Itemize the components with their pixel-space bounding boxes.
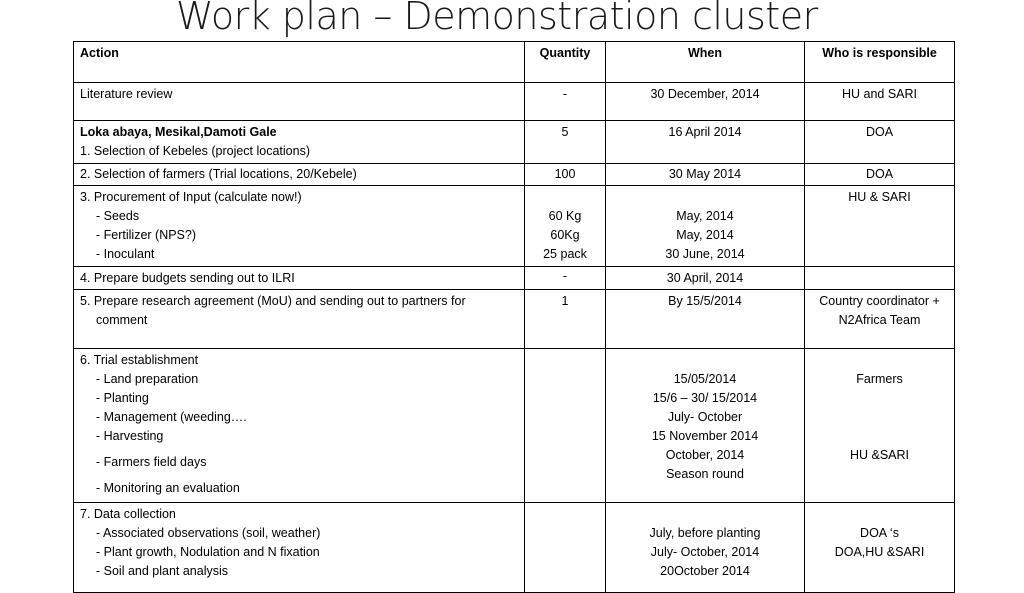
- responsible-party: Farmers: [856, 372, 903, 386]
- list-item: - Plant growth, Nodulation and N fixation: [96, 545, 320, 559]
- list-item: - Management (weeding….: [96, 410, 247, 424]
- responsible-party: Country coordinator +: [819, 294, 940, 308]
- date-value: July- October, 2014: [650, 545, 760, 559]
- cell-when: [606, 186, 805, 267]
- cell-who: HU & SARI: [805, 186, 955, 267]
- responsible-party: DOA ‘s: [860, 526, 899, 540]
- cell-who: [805, 290, 955, 349]
- work-plan-table: [73, 41, 955, 593]
- quantity-value: 60 Kg: [548, 209, 582, 223]
- quantity-value: 25 pack: [543, 247, 587, 261]
- cell-when: [606, 503, 805, 593]
- date-value: July- October: [667, 410, 743, 424]
- cell-action: [74, 349, 525, 503]
- list-item: - Soil and plant analysis: [96, 564, 229, 578]
- cell-quantity: 1: [525, 290, 606, 349]
- table-header-row: [74, 42, 955, 83]
- responsible-party: N2Africa Team: [838, 313, 921, 327]
- header-when: When: [606, 42, 805, 83]
- date-value: 15/6 – 30/ 15/2014: [652, 391, 758, 405]
- list-item: - Planting: [96, 391, 149, 405]
- district-names: Loka abaya, Mesikal,Damoti Gale: [80, 125, 277, 139]
- header-quantity: Quantity: [525, 42, 606, 83]
- table-row: [74, 349, 955, 503]
- date-value: May, 2014: [676, 209, 734, 223]
- cell-when: [606, 349, 805, 503]
- header-action: Action: [74, 42, 525, 83]
- cell-quantity: [525, 503, 606, 593]
- date-value: 30 June, 2014: [665, 247, 745, 261]
- cell-quantity: [525, 186, 606, 267]
- header-who: Who is responsible: [805, 42, 955, 83]
- cell-quantity: -: [525, 267, 606, 290]
- cell-who: DOA: [805, 121, 955, 164]
- cell-when: 30 April, 2014: [606, 267, 805, 290]
- date-value: 15 November 2014: [651, 429, 759, 443]
- cell-who: [805, 503, 955, 593]
- cell-quantity: [525, 349, 606, 503]
- quantity-value: 60Kg: [550, 228, 580, 242]
- list-item: - Monitoring an evaluation: [96, 481, 240, 495]
- action-text: 3. Procurement of Input (calculate now!): [80, 190, 302, 204]
- cell-when: By 15/5/2014: [606, 290, 805, 349]
- list-item: - Harvesting: [96, 429, 164, 443]
- list-item: - Inoculant: [96, 247, 155, 261]
- cell-action: 2. Selection of farmers (Trial locations, 20/Kebele): [74, 164, 525, 186]
- list-item: - Seeds: [96, 209, 140, 223]
- action-text: 1. Selection of Kebeles (project locations): [80, 144, 310, 158]
- table-row: [74, 121, 955, 164]
- responsible-party: DOA,HU &SARI: [834, 545, 925, 559]
- cell-who: DOA: [805, 164, 955, 186]
- date-value: Season round: [666, 467, 744, 481]
- table-row: [74, 503, 955, 593]
- date-value: 20October 2014: [660, 564, 750, 578]
- date-value: July, before planting: [649, 526, 761, 540]
- cell-action: [74, 290, 525, 349]
- date-value: October, 2014: [665, 448, 745, 462]
- cell-action: [74, 503, 525, 593]
- action-text: 5. Prepare research agreement (MoU) and sending out to partners for: [80, 294, 466, 308]
- table-row: [74, 186, 955, 267]
- cell-action: Literature review: [74, 83, 525, 121]
- cell-when: 16 April 2014: [606, 121, 805, 164]
- page-title: Work plan – Demonstration cluster: [176, 0, 818, 38]
- cell-when: 30 May 2014: [606, 164, 805, 186]
- table-row: [74, 164, 955, 186]
- action-text: 6. Trial establishment: [80, 353, 199, 367]
- cell-quantity: -: [525, 83, 606, 121]
- cell-action: [74, 186, 525, 267]
- list-item: - Fertilizer (NPS?): [96, 228, 197, 242]
- cell-when: 30 December, 2014: [606, 83, 805, 121]
- cell-quantity: 100: [525, 164, 606, 186]
- date-value: 15/05/2014: [673, 372, 737, 386]
- list-item: - Land preparation: [96, 372, 199, 386]
- list-item: - Associated observations (soil, weather): [96, 526, 321, 540]
- table-row: [74, 83, 955, 121]
- table-row: [74, 267, 955, 290]
- action-text: 7. Data collection: [80, 507, 176, 521]
- list-item: - Farmers field days: [96, 455, 207, 469]
- date-value: May, 2014: [676, 228, 734, 242]
- cell-quantity: 5: [525, 121, 606, 164]
- cell-who: [805, 267, 955, 290]
- responsible-party: HU &SARI: [849, 448, 910, 462]
- cell-action: 4. Prepare budgets sending out to ILRI: [74, 267, 525, 290]
- table-row: [74, 290, 955, 349]
- action-text-continued: comment: [96, 313, 148, 327]
- cell-action: [74, 121, 525, 164]
- cell-who: [805, 349, 955, 503]
- cell-who: HU and SARI: [805, 83, 955, 121]
